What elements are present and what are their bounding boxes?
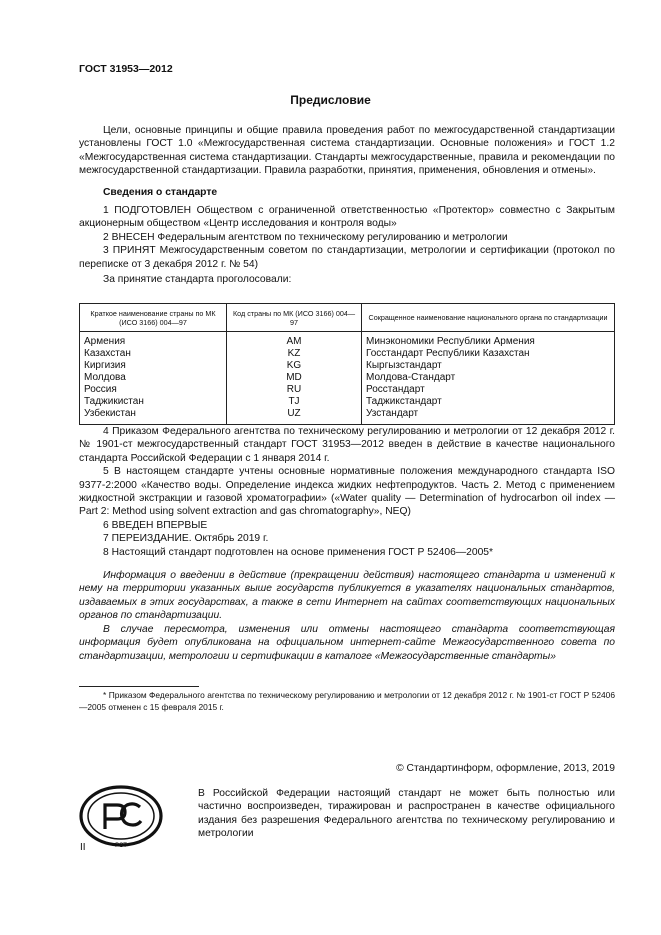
country-name: Молдова <box>84 372 126 383</box>
country-column <box>80 332 227 425</box>
intro-block <box>79 124 615 286</box>
page-title: Предисловие <box>290 93 371 107</box>
voting-table <box>79 303 615 425</box>
item-6: 6 ВВЕДЕН ВПЕРВЫЕ <box>103 519 208 531</box>
standards-body: Кыргызстандарт <box>366 360 442 371</box>
standards-body: Узстандарт <box>366 408 419 419</box>
lower-block <box>79 425 615 663</box>
country-name: Россия <box>84 384 117 395</box>
footnote-rule <box>79 686 199 687</box>
country-name: Армения <box>84 336 126 347</box>
item-8: 8 Настоящий стандарт подготовлен на основе применения ГОСТ Р 52406—2005* <box>103 546 494 558</box>
standards-body: Минэкономики Республики Армения <box>366 336 535 347</box>
item-4: 4 Приказом Федерального агентства по техническому регулированию и метрологии от 12 декабря 2012 г. № 1901-ст межгосударственный стандарт ГОСТ 31953—2012 введен в действие в качестве национального стандарта Российской Федерации с 1 января 2014 г. <box>79 426 615 464</box>
document-id: ГОСТ 31953—2012 <box>79 63 173 75</box>
table-body-row <box>80 332 615 425</box>
country-code: KZ <box>287 348 301 359</box>
vote-caption: За принятие стандарта проголосовали: <box>103 274 292 286</box>
footnote <box>79 690 615 713</box>
item-5: 5 В настоящем стандарте учтены основные нормативные положения международного стандарта ISO 9377-2:2000 «Качество воды. Определение индекса жидких нефтепродуктов. Часть 2. Метод с применением жидкостной экстракции и газовой хроматографии» («Water quality — Determination of hydrocarbon oil index — Part 2: Method using solvent extraction and gas chromatography», NEQ) <box>79 466 615 518</box>
country-code: MD <box>286 372 302 383</box>
country-name: Киргизия <box>84 360 126 371</box>
intro-paragraph: Цели, основные принципы и общие правила проведения работ по межгосударственной стандартизации установлены ГОСТ 1.0 «Межгосударственная система стандартизации. Основные положения» и ГОСТ 1.2 «Межгосударственная система стандартизации. Стандарты межгосударственные, правила и рекомендации по межгосударственной стандартизации. Правила разработки, принятия, применения, обновления и отмены». <box>79 125 615 177</box>
standards-body: Госстандарт Республики Казахстан <box>366 348 530 359</box>
reproduction-notice: В Российской Федерации настоящий стандарт не может быть полностью или частично воспроизведен, тиражирован и распространен в качестве официального издания без разрешения Федерального агентства по техническому регулированию и метрологии <box>198 788 615 840</box>
footnote-text: * Приказом Федерального агентства по техническому регулированию и метрологии от 12 декабря 2012 г. № 1901-ст ГОСТ Р 52406—2005 отменен с 15 февраля 2015 г. <box>79 690 615 712</box>
info-italic-2: В случае пересмотра, изменения или отмены настоящего стандарта соответствующая информация будет опубликована на официальном интернет-сайте Межгосударственного совета по стандартизации, метрологии и сертификации в каталоге «Межгосударственные стандарты» <box>79 623 615 662</box>
header-body: Сокращенное наименование национального органа по стандартизации <box>362 304 615 332</box>
item-7: 7 ПЕРЕИЗДАНИЕ. Октябрь 2019 г. <box>103 533 269 545</box>
header-code: Код страны по МК (ИСО 3166) 004—97 <box>227 304 362 332</box>
standards-body: Росстандарт <box>366 384 425 395</box>
country-name: Таджикистан <box>84 396 144 407</box>
item-1: 1 ПОДГОТОВЛЕН Обществом с ограниченной ответственностью «Протектор» совместно с Закрытым акционерным обществом «Центр исследования и контроля воды» <box>79 205 615 230</box>
section-heading: Сведения о стандарте <box>103 186 218 198</box>
logo-text: РСТ <box>115 843 127 849</box>
info-italic-1: Информация о введении в действие (прекращении действия) настоящего стандарта и изменений к нему на территории указанных выше государств публикуется в указателях национальных стандартов, издаваемых в этих государствах, а также в сети Интернет на сайтах соответствующих национальных органов по стандартизации. <box>79 570 615 622</box>
page-number: II <box>80 842 86 853</box>
standards-body: Молдова-Стандарт <box>366 372 456 383</box>
rst-logo <box>77 783 165 849</box>
country-name: Казахстан <box>84 348 131 359</box>
copyright: © Стандартинформ, оформление, 2013, 2019 <box>396 763 615 774</box>
code-column <box>227 332 362 425</box>
item-3: 3 ПРИНЯТ Межгосударственным советом по стандартизации, метрологии и сертификации (протокол по переписке от 3 декабря 2012 г. № 54) <box>79 245 615 270</box>
country-code: KG <box>286 360 302 371</box>
table-header-row <box>80 304 615 332</box>
country-name: Узбекистан <box>84 408 136 419</box>
country-code: TJ <box>288 396 300 407</box>
country-code: UZ <box>287 408 301 419</box>
header-country: Краткое наименование страны по МК (ИСО 3166) 004—97 <box>80 304 227 332</box>
country-code: RU <box>286 384 302 395</box>
item-2: 2 ВНЕСЕН Федеральным агентством по техническому регулированию и метрологии <box>103 231 508 243</box>
body-column <box>362 332 615 425</box>
standards-body: Таджикстандарт <box>366 396 442 407</box>
country-code: AM <box>286 336 302 347</box>
